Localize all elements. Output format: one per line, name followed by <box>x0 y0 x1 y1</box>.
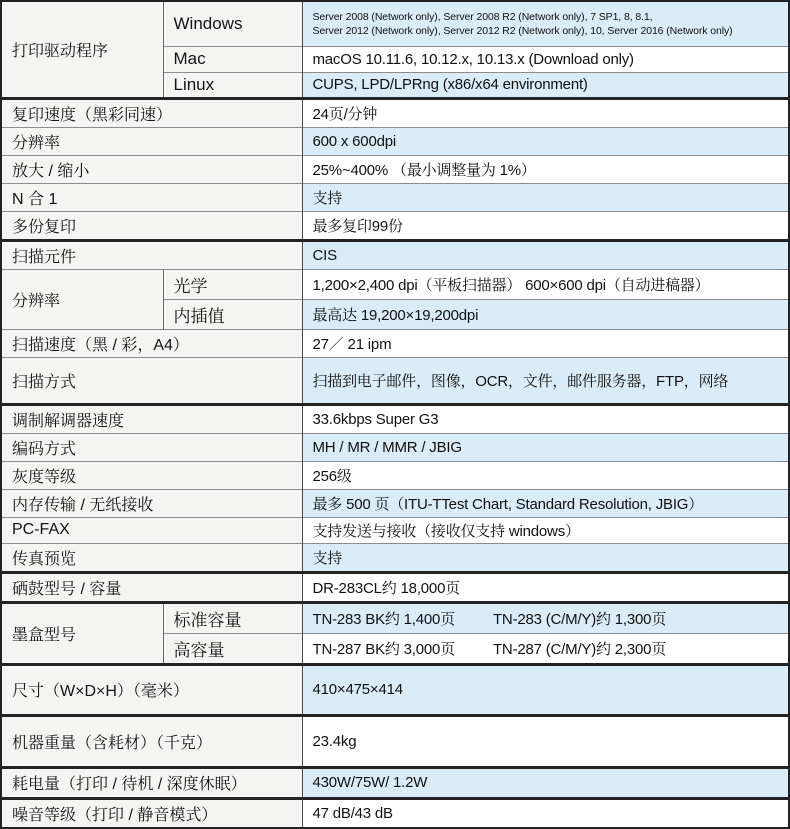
table-row <box>1 715 789 767</box>
table-row <box>1 572 789 602</box>
table-row <box>1 329 789 357</box>
spec-label-print-driver: 打印驱动程序 <box>1 1 163 98</box>
spec-value-coding-method: MH / MR / MMR / JBIG <box>302 433 789 461</box>
spec-label-power-consumption: 耗电量（打印 / 待机 / 深度休眠） <box>1 767 302 798</box>
spec-value-grayscale: 256级 <box>302 461 789 489</box>
spec-sublabel-windows: Windows <box>163 1 302 46</box>
spec-value-linux: CUPS, LPD/LPRng (x86/x64 environment) <box>302 72 789 98</box>
table-row <box>1 127 789 155</box>
spec-label-coding-method: 编码方式 <box>1 433 302 461</box>
spec-value-modem-speed: 33.6kbps Super G3 <box>302 404 789 433</box>
table-row <box>1 489 789 517</box>
spec-sublabel-optical: 光学 <box>163 269 302 299</box>
spec-value-dimensions: 410×475×414 <box>302 664 789 715</box>
spec-value-pc-fax: 支持发送与接收（接收仅支持 windows） <box>302 517 789 543</box>
table-row <box>1 767 789 798</box>
table-row <box>1 798 789 828</box>
spec-value-standard-capacity <box>302 602 789 633</box>
spec-value-high-capacity <box>302 633 789 664</box>
spec-value-scan-element: CIS <box>302 240 789 269</box>
spec-value-weight: 23.4kg <box>302 715 789 767</box>
spec-sublabel-linux: Linux <box>163 72 302 98</box>
table-row <box>1 433 789 461</box>
table-row <box>1 1 789 46</box>
table-row <box>1 404 789 433</box>
spec-label-noise-level: 噪音等级（打印 / 静音模式） <box>1 798 302 828</box>
spec-value-high-bk: TN-287 BK约 3,000页 <box>312 640 455 658</box>
spec-value-power-consumption: 430W/75W/ 1.2W <box>302 767 789 798</box>
table-row <box>1 357 789 404</box>
spec-value-optical: 1,200×2,400 dpi（平板扫描器） 600×600 dpi（自动进稿器） <box>302 269 789 299</box>
table-row <box>1 543 789 572</box>
table-row <box>1 517 789 543</box>
spec-label-n-in-1: N 合 1 <box>1 183 302 211</box>
spec-value-windows <box>302 1 789 46</box>
spec-sublabel-interpolated: 内插值 <box>163 299 302 329</box>
spec-label-dimensions: 尺寸（W×D×H）（毫米） <box>1 664 302 715</box>
spec-value-multi-copy: 最多复印99份 <box>302 211 789 240</box>
table-row <box>1 155 789 183</box>
spec-value-noise-level: 47 dB/43 dB <box>302 798 789 828</box>
spec-value-mac: macOS 10.11.6, 10.12.x, 10.13.x (Download only) <box>302 46 789 72</box>
spec-sublabel-standard-capacity: 标准容量 <box>163 602 302 633</box>
spec-label-scan-method: 扫描方式 <box>1 357 302 404</box>
spec-label-multi-copy: 多份复印 <box>1 211 302 240</box>
spec-label-scan-resolution: 分辨率 <box>1 269 163 329</box>
spec-sublabel-high-capacity: 高容量 <box>163 633 302 664</box>
spec-value-standard-cmy: TN-283 (C/M/Y)约 1,300页 <box>492 610 667 628</box>
spec-label-grayscale: 灰度等级 <box>1 461 302 489</box>
spec-value-memory-transmission: 最多 500 页（ITU-TTest Chart, Standard Resolution, JBIG） <box>302 489 789 517</box>
spec-value-interpolated: 最高达 19,200×19,200dpi <box>302 299 789 329</box>
table-row <box>1 269 789 299</box>
spec-label-pc-fax: PC-FAX <box>1 517 302 543</box>
spec-sublabel-mac: Mac <box>163 46 302 72</box>
table-row <box>1 183 789 211</box>
table-row <box>1 98 789 127</box>
spec-value-standard-bk: TN-283 BK约 1,400页 <box>312 610 455 628</box>
table-row <box>1 602 789 633</box>
spec-label-weight: 机器重量（含耗材）（千克） <box>1 715 302 767</box>
spec-value-n-in-1: 支持 <box>302 183 789 211</box>
table-row <box>1 240 789 269</box>
spec-label-scan-speed: 扫描速度（黑 / 彩，A4） <box>1 329 302 357</box>
spec-label-copy-speed: 复印速度（黑彩同速） <box>1 98 302 127</box>
spec-value-copy-resolution: 600 x 600dpi <box>302 127 789 155</box>
spec-label-memory-transmission: 内存传输 / 无纸接收 <box>1 489 302 517</box>
spec-label-drum: 硒鼓型号 / 容量 <box>1 572 302 602</box>
spec-value-scan-speed: 27／ 21 ipm <box>302 329 789 357</box>
spec-value-windows-line1: Server 2008 (Network only), Server 2008 R2 (Network only), 7 SP1, 8, 8.1, <box>312 10 653 23</box>
table-row <box>1 211 789 240</box>
table-row <box>1 664 789 715</box>
spec-value-high-cmy: TN-287 (C/M/Y)约 2,300页 <box>492 640 667 658</box>
spec-value-drum: DR-283CL约 18,000页 <box>302 572 789 602</box>
spec-label-toner-model: 墨盒型号 <box>1 602 163 664</box>
spec-value-fax-preview: 支持 <box>302 543 789 572</box>
spec-label-copy-resolution: 分辨率 <box>1 127 302 155</box>
spec-label-fax-preview: 传真预览 <box>1 543 302 572</box>
spec-label-scan-element: 扫描元件 <box>1 240 302 269</box>
spec-value-windows-line2: Server 2012 (Network only), Server 2012 R2 (Network only), 10, Server 2016 (Network only) <box>312 25 733 38</box>
spec-label-zoom: 放大 / 缩小 <box>1 155 302 183</box>
spec-label-modem-speed: 调制解调器速度 <box>1 404 302 433</box>
spec-value-copy-speed: 24页/分钟 <box>302 98 789 127</box>
spec-value-scan-method: 扫描到电子邮件，图像，OCR，文件，邮件服务器，FTP，网络 <box>302 357 789 404</box>
table-row <box>1 461 789 489</box>
spec-value-zoom: 25%~400% （最小调整量为 1%） <box>302 155 789 183</box>
